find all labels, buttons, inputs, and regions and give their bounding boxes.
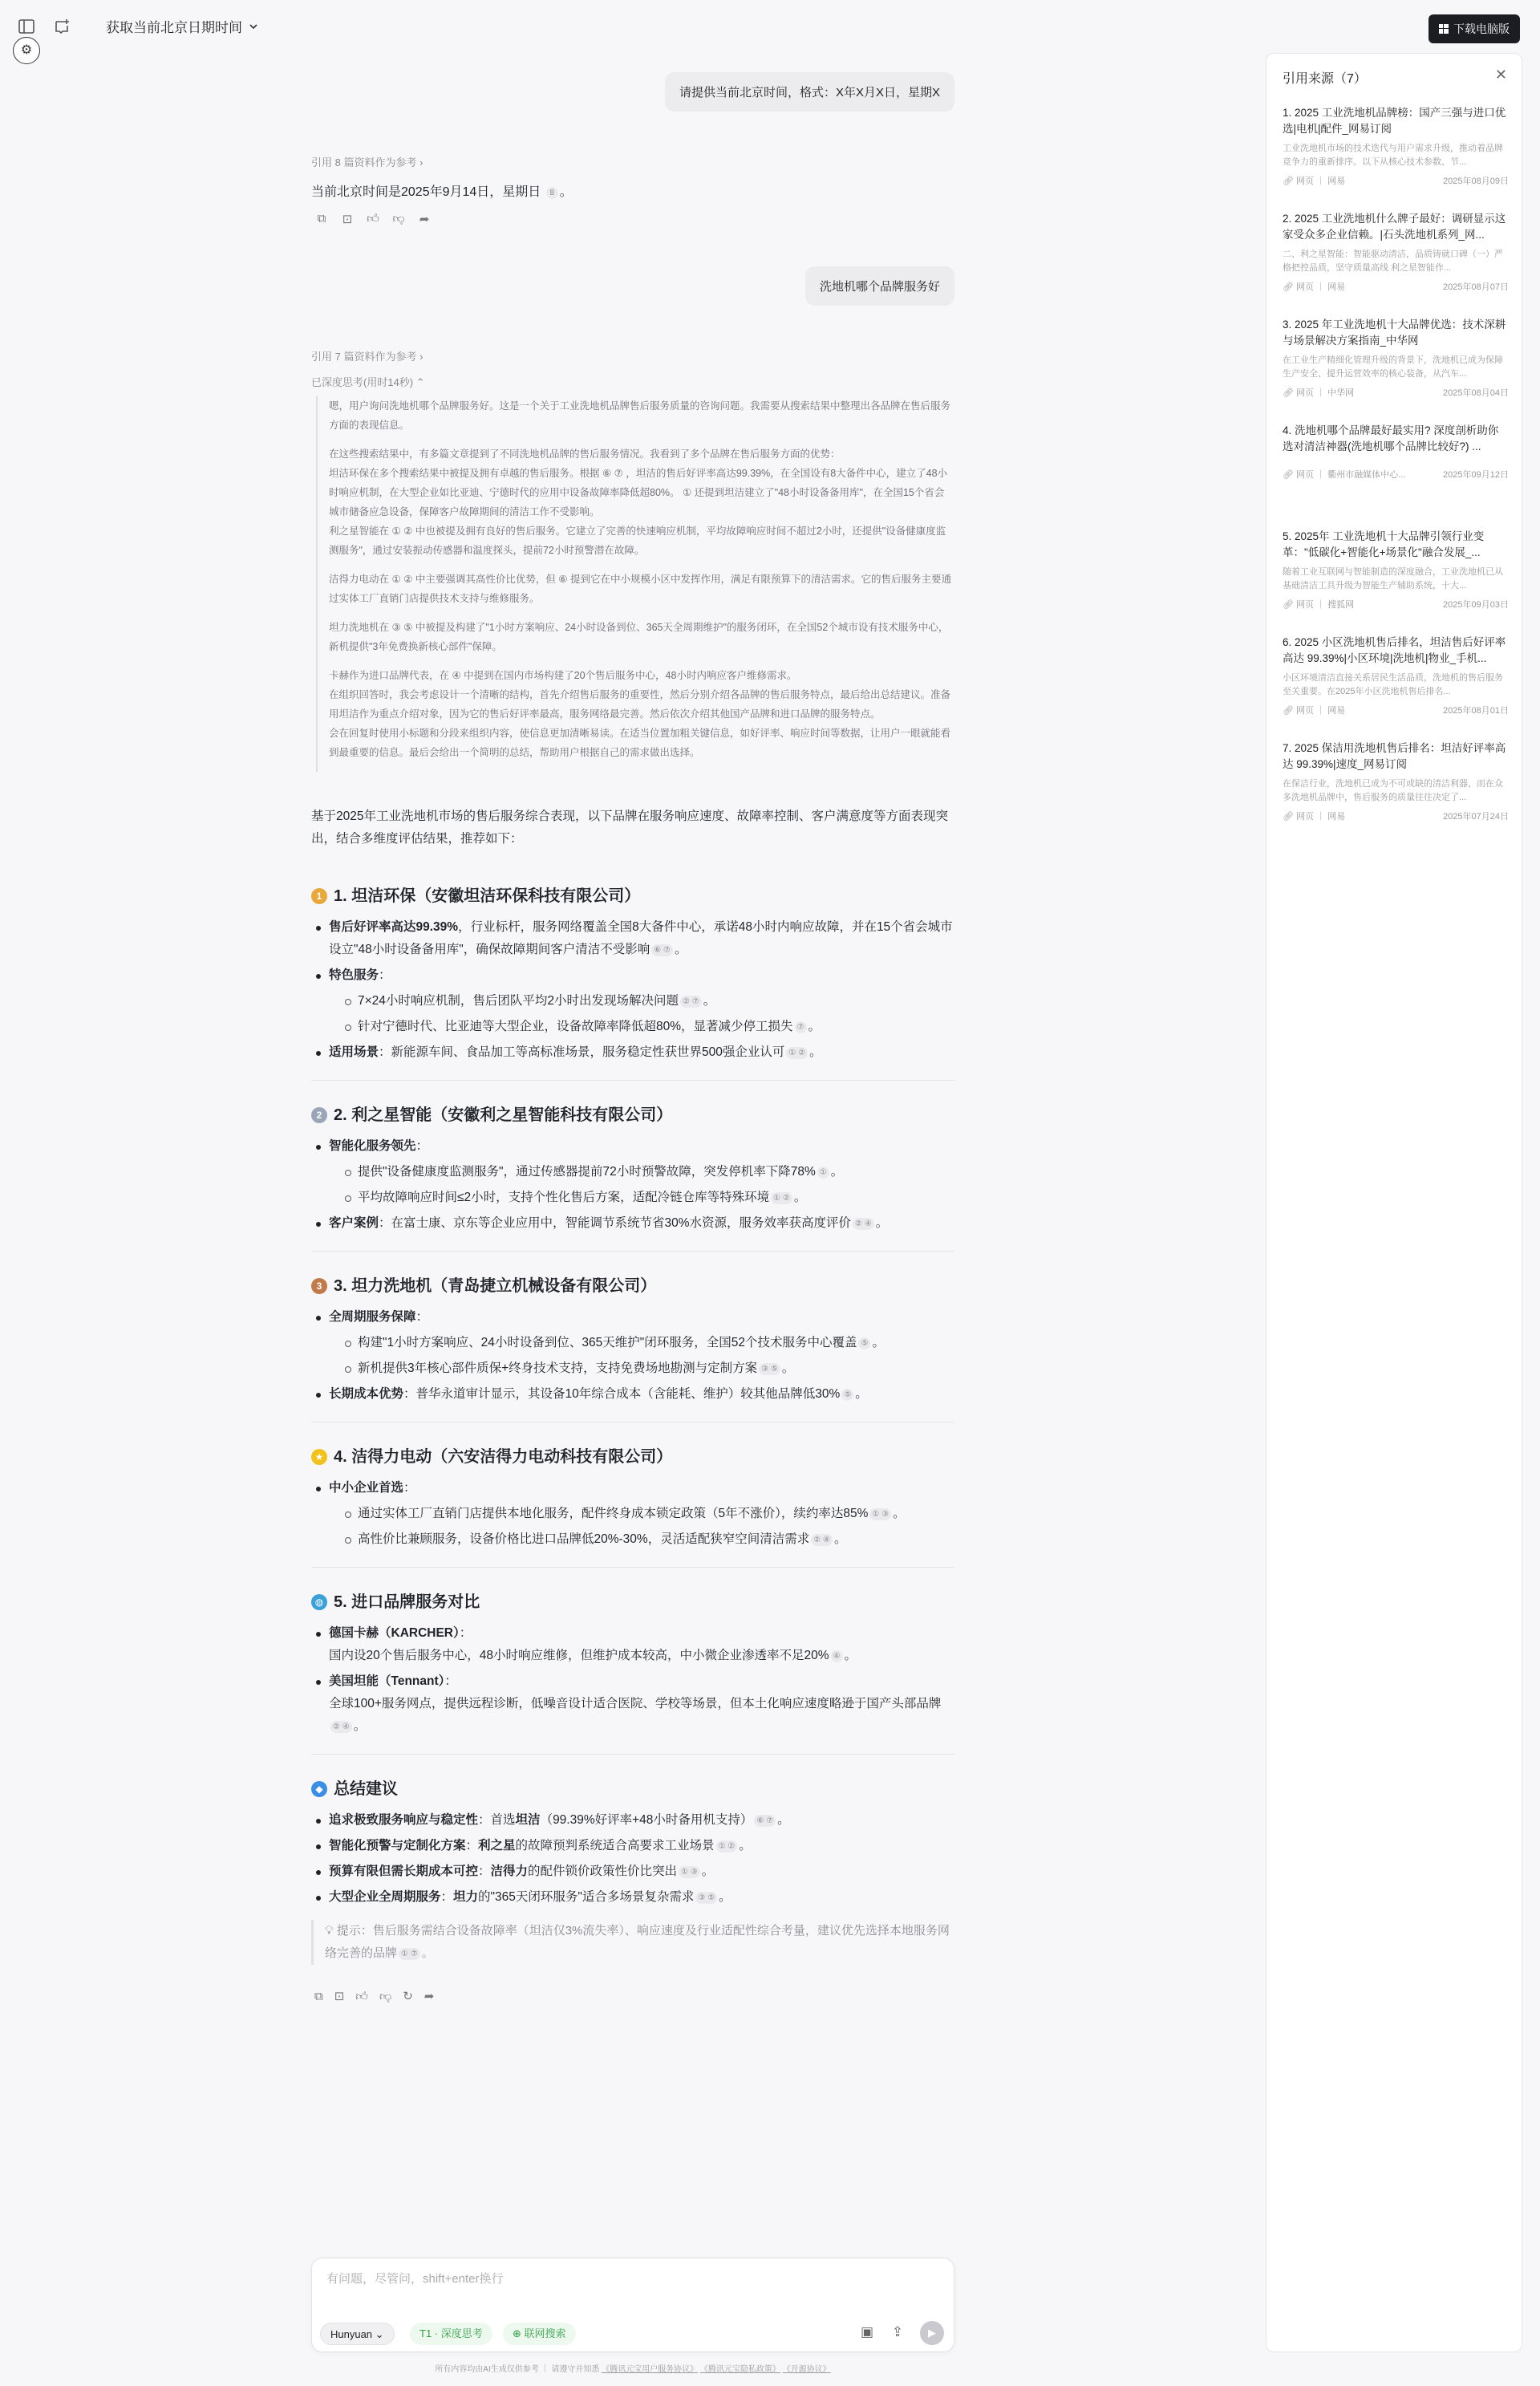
reference-count-1[interactable]: 引用 8 篇资料作为参考 ›	[311, 156, 424, 168]
share-icon[interactable]: ➦	[419, 213, 430, 226]
citation-badge[interactable]: ⑦	[795, 1021, 807, 1033]
summary-section	[311, 1777, 954, 1965]
citation-badge[interactable]: ① ②	[716, 1840, 738, 1852]
sub-list-item: 新机提供3年核心部件质保+终身技术支持，支持免费场地勘测与定制方案 ③ ⑤ 。	[343, 1357, 954, 1380]
list-item: 全周期服务保障： 构建"1小时方案响应、24小时设备到位、365天维护"闭环服务，全国52个技术服务中心覆盖 ⑤ 。 新机提供3年核心部件质保+终身技术支持，支持免费场地勘测与定制方案 ③ ⑤ 。	[311, 1306, 954, 1380]
share-icon[interactable]: ➦	[424, 1990, 435, 2003]
divider	[311, 1080, 954, 1081]
silver-medal-icon: 2	[311, 1107, 327, 1123]
section-title: 总结建议	[334, 1780, 398, 1798]
sub-list-item: 平均故障响应时间≤2小时，支持个性化售后方案，适配冷链仓库等特殊环境 ① ② 。	[343, 1187, 954, 1209]
sources-title: 引用来源（7）	[1283, 72, 1367, 86]
citation-badge[interactable]: ③ ⑤	[695, 1892, 717, 1904]
list-item: 智能化预警与定制化方案：利之星的故障预判系统适合高要求工业场景 ① ② 。	[311, 1835, 954, 1857]
section-title: 3. 坦力洗地机（青岛捷立机械设备有限公司）	[334, 1277, 657, 1295]
citation-badge[interactable]: ⑤	[858, 1337, 870, 1349]
sub-list-item: 提供"设备健康度监测服务"，通过传感器提前72小时预警故障，突发停机率下降78% ① 。	[343, 1161, 954, 1183]
source-item[interactable]: 2. 2025 工业洗地机什么牌子最好：调研显示这家受众多企业信赖。|石头洗地机系列_网... 二、利之星智能：智能驱动清洁，品质铸就口碑（一）严格把控品质，坚守质量高线 利之星智能作... 🔗︎ 网页 ｜ 网易 2025年08月07日	[1283, 213, 1509, 292]
answer-intro: 基于2025年工业洗地机市场的售后服务综合表现，以下品牌在服务响应速度、故障率控制、客户满意度等方面表现突出，结合多维度评估结果，推荐如下：	[311, 810, 948, 846]
deep-think-toggle[interactable]: 已深度思考(用时14秒) ⌃	[311, 376, 425, 388]
copy-icon[interactable]: ⧉	[317, 212, 326, 225]
close-icon[interactable]: ✕	[1494, 67, 1507, 83]
regenerate-icon[interactable]: ↻	[403, 1990, 413, 2003]
gem-icon: ◆	[311, 1781, 327, 1797]
section-title: 2. 利之星智能（安徽利之星智能科技有限公司）	[334, 1106, 673, 1124]
brand-section-3	[311, 1274, 954, 1422]
link-icon: 🔗︎	[1283, 177, 1294, 186]
brand-section-4	[311, 1445, 954, 1568]
source-item[interactable]: 1. 2025 工业洗地机品牌榜：国产三强与进口优选|电机|配件_网易订阅 工业洗地机市场的技术迭代与用户需求升级，推动着品牌竞争力的重新排序。以下从核心技术参数、节... 🔗︎ 网页 ｜ 网易 2025年08月09日	[1283, 107, 1509, 186]
answer-1: 当前北京时间是2025年9月14日，星期日 8 。	[311, 185, 573, 199]
terms-link[interactable]: 《腾讯元宝用户服务协议》	[602, 2365, 699, 2374]
deep-think-toggle-button[interactable]: T1 · 深度思考	[410, 2323, 492, 2345]
think-paragraph: 在这些搜索结果中，有多篇文章提到了不同洗地机品牌的售后服务情况。我看到了多个品牌在售后服务方面的优势： 坦洁环保在多个搜索结果中被提及拥有卓越的售后服务。根据 ⑥ ⑦ ，坦洁的售后好评率高达99.39%，在全国设有8大备件中心，建立了48小时响应机制，在大型企业如比亚迪、宁德时代的应用中设备故障率降低超80%。 ① 还提到坦洁建立了"48小时设备备用库"，在全国15个省会城市储备应急设备，保障客户故障期间的清洁工作不受影响。 利之星智能在 ① ② 中也被提及拥有良好的售后服务。它建立了完善的快速响应机制，平均故障响应时间不超过2小时，还提供"设备健康度监测服务"，通过安装振动传感器和温度探头，提前72小时预警潜在故障。	[329, 448, 948, 556]
section-title: 4. 洁得力电动（六安洁得力电动科技有限公司）	[334, 1448, 673, 1466]
citation-badge[interactable]: ① ②	[771, 1192, 792, 1204]
footer-disclaimer: 所有内容均由AI生成仅供参考 ｜ 请遵守并知悉 《腾讯元宝用户服务协议》 《腾讯元宝隐私政策》 《开源协议》	[435, 2365, 831, 2374]
brand-section-1	[311, 884, 954, 1081]
chat-title-text: 获取当前北京日期时间	[106, 20, 242, 35]
list-item: 智能化服务领先： 提供"设备健康度监测服务"，通过传感器提前72小时预警故障，突发停机率下降78% ① 。 平均故障响应时间≤2小时，支持个性化售后方案，适配冷链仓库等特殊环境 ① ② 。	[311, 1135, 954, 1209]
citation-badge[interactable]: ② ④	[853, 1218, 874, 1230]
list-item: 长期成本优势：普华永道审计显示，其设备10年综合成本（含能耗、维护）较其他品牌低30% ⑤ 。	[311, 1383, 954, 1406]
gold-medal-icon: 1	[311, 888, 327, 904]
think-paragraph: 洁得力电动在 ① ② 中主要强调其高性价比优势，但 ⑥ 提到它在中小规模小区中发挥作用，满足有限预算下的清洁需求。它的售后服务主要通过实体工厂直销门店提供技术支持与维修服务。	[329, 574, 951, 604]
sub-list-item: 通过实体工厂直销门店提供本地化服务，配件终身成本锁定政策（5年不涨价），续约率达85% ① ③ 。	[343, 1503, 954, 1525]
citation-badge[interactable]: ① ②	[786, 1047, 808, 1059]
source-item[interactable]: 3. 2025 年工业洗地机十大品牌优选：技术深耕与场景解决方案指南_中华网 在工业生产精细化管理升级的背景下，洗地机已成为保障生产安全、提升运营效率的核心装备，从汽车... 🔗︎ 网页 ｜ 中华网 2025年08月04日	[1283, 319, 1509, 398]
section-title: 5. 进口品牌服务对比	[334, 1593, 480, 1611]
list-item: 预算有限但需长期成本可控：洁得力的配件锁价政策性价比突出 ① ③ 。	[311, 1861, 954, 1883]
sub-list-item: 7×24小时响应机制，售后团队平均2小时出发现场解决问题 ② ⑦ 。	[343, 990, 954, 1012]
chat-title[interactable]	[106, 16, 258, 36]
citation-badge[interactable]: ② ⑦	[680, 996, 702, 1008]
chat-input[interactable]: 有问题，尽管问，shift+enter换行	[326, 2272, 504, 2286]
think-paragraph: 坦力洗地机在 ③ ⑤ 中被提及构建了"1小时方案响应、24小时设备到位、365天全周期维护"的服务闭环，在全国52个城市设有技术服务中心，新机提供"3年免费换新核心部件"保障。	[329, 622, 949, 652]
sources-panel	[1266, 53, 1522, 2352]
thumbs-up-icon[interactable]: 👍︎	[367, 212, 379, 225]
sidebar-toggle-icon[interactable]	[16, 18, 37, 39]
citation-badge[interactable]: ⑤	[841, 1389, 853, 1401]
list-item: 德国卡赫（KARCHER）： 国内设20个售后服务中心，48小时响应维修，但维护成本较高，中小微企业渗透率不足20% ④ 。	[311, 1622, 954, 1667]
copy-icon[interactable]: ⧉	[314, 1990, 323, 2003]
file-upload-icon[interactable]: ⇪	[891, 2324, 904, 2339]
globe-icon: ⊕	[513, 2327, 521, 2339]
divider	[311, 1251, 954, 1252]
citation-badge[interactable]: ③ ⑤	[759, 1363, 780, 1375]
source-item[interactable]: 7. 2025 保洁用洗地机售后排名：坦洁好评率高达 99.39%|速度_网易订阅 在保洁行业，洗地机已成为不可或缺的清洁利器，而在众多洗地机品牌中，售后服务的质量往往决定了... 🔗︎ 网页 ｜ 网易 2025年07月24日	[1283, 742, 1509, 822]
thumbs-down-icon[interactable]: 👎︎	[379, 1990, 392, 2003]
thumbs-up-icon[interactable]: 👍︎	[355, 1990, 368, 2003]
list-item: 适用场景：新能源车间、食品加工等高标准场景，服务稳定性获世界500强企业认可 ① ② 。	[311, 1041, 954, 1064]
lightbulb-icon: 💡︎	[325, 1924, 334, 1938]
send-button[interactable]: ▶	[920, 2321, 944, 2345]
citation-badge[interactable]: ④	[831, 1650, 843, 1662]
think-paragraph: 嗯，用户询问洗地机哪个品牌服务好。这是一个关于工业洗地机品牌售后服务质量的咨询问题。我需要从搜索结果中整理出各品牌在售后服务方面的表现信息。	[329, 400, 951, 431]
sub-list-item: 高性价比兼顾服务，设备价格比进口品牌低20%-30%，灵活适配狭窄空间清洁需求 ② ④ 。	[343, 1528, 954, 1551]
sub-list-item: 针对宁德时代、比亚迪等大型企业，设备故障率降低超80%，显著减少停工损失 ⑦ 。	[343, 1016, 954, 1038]
list-item: 特色服务： 7×24小时响应机制，售后团队平均2小时出发现场解决问题 ② ⑦ 。 针对宁德时代、比亚迪等大型企业，设备故障率降低超80%，显著减少停工损失 ⑦ 。	[311, 964, 954, 1038]
download-desktop-button[interactable]	[1429, 14, 1520, 43]
thumbs-down-icon[interactable]: 👎︎	[392, 212, 405, 225]
citation-badge[interactable]: ① ⑦	[399, 1948, 420, 1960]
bookmark-icon[interactable]: ⊡	[334, 1990, 345, 2003]
answer-actions-2	[311, 1986, 954, 2008]
globe-icon: ◍	[311, 1594, 327, 1610]
model-selector[interactable]: Hunyuan ⌄	[320, 2323, 395, 2345]
user-message-1: 请提供当前北京时间，格式：X年X月X日，星期X	[665, 72, 954, 112]
section-title: 1. 坦洁环保（安徽坦洁环保科技有限公司）	[334, 887, 641, 905]
citation-badge[interactable]: ① ③	[869, 1508, 891, 1520]
divider	[311, 1754, 954, 1755]
list-item: 美国坦能（Tennant）： 全球100+服务网点，提供远程诊断，低噪音设计适合医院、学校等场景，但本土化响应速度略逊于国产头部品牌② ④ 。	[311, 1670, 954, 1738]
chevron-down-icon	[249, 22, 258, 31]
web-search-toggle-button[interactable]: ⊕ 联网搜索	[503, 2323, 576, 2345]
answer-2	[311, 805, 954, 2008]
list-item: 客户案例：在富士康、京东等企业应用中，智能调节系统节省30%水资源，服务效率获高度评价 ② ④ 。	[311, 1212, 954, 1235]
citation-badge[interactable]: ⑥ ⑦	[651, 944, 673, 956]
user-message-2: 洗地机哪个品牌服务好	[805, 266, 954, 306]
privacy-link[interactable]: 《腾讯元宝隐私政策》	[699, 2365, 780, 2374]
thinking-content	[316, 396, 951, 772]
citation-badge[interactable]: ⑥ ⑦	[754, 1815, 776, 1827]
windows-icon	[1439, 24, 1449, 34]
star-icon: ★	[311, 1449, 327, 1465]
bronze-medal-icon: 3	[311, 1278, 327, 1294]
brand-section-2	[311, 1103, 954, 1252]
link-icon: 🔗︎	[1283, 600, 1294, 610]
citation-badge[interactable]: ①	[817, 1167, 829, 1179]
source-item[interactable]: 5. 2025年 工业洗地机十大品牌引领行业变革："低碳化+智能化+场景化"融合发展_... 随着工业互联网与智能制造的深度融合，工业洗地机已从基础清洁工具升级为智能生产辅助系统，十大... 🔗︎ 网页 ｜ 搜狐网 2025年09月03日	[1283, 530, 1509, 610]
brand-section-5	[311, 1590, 954, 1755]
citation-badge[interactable]: ① ③	[679, 1866, 700, 1878]
think-paragraph: 卡赫作为进口品牌代表，在 ④ 中提到在国内市场构建了20个售后服务中心，48小时内响应客户维修需求。 在组织回答时，我会考虑设计一个清晰的结构，首先介绍售后服务的重要性，然后分别介绍各品牌的售后服务特点，最后给出总结建议。准备用坦洁作为重点介绍对象，因为它的售后好评率最高，服务网络最完善。然后依次介绍其他国产品牌和进口品牌的服务特点。 会在回复时使用小标题和分段来组织内容，使信息更加清晰易读。在适当位置加粗关键信息，如好评率、响应时间等数据，让用户一眼就能看到最重要的信息。最后会给出一个简明的总结，帮助用户根据自己的需求做出选择。	[329, 670, 951, 758]
list-item: 售后好评率高达99.39%，行业标杆，服务网络覆盖全国8大备件中心，承诺48小时内响应故障，并在15个省会城市设立"48小时设备备用库"，确保故障期间客户清洁不受影响 ⑥ ⑦ 。	[311, 916, 954, 961]
link-icon: 🔗︎	[1283, 706, 1294, 716]
list-item: 中小企业首选： 通过实体工厂直销门店提供本地化服务，配件终身成本锁定政策（5年不涨价），续约率达85% ① ③ 。 高性价比兼顾服务，设备价格比进口品牌低20%-30%，灵活适配狭窄空间清洁需求 ② ④ 。	[311, 1477, 954, 1551]
download-label: 下载电脑版	[1453, 22, 1510, 35]
link-icon: 🔗︎	[1283, 388, 1294, 398]
citation-badge[interactable]: ② ④	[811, 1534, 833, 1546]
link-icon: 🔗︎	[1283, 470, 1294, 480]
tip-block: 💡︎ 提示：售后服务需结合设备故障率（坦洁仅3%流失率）、响应速度及行业适配性综合考量，建议优先选择本地服务网络完善的品牌 ① ⑦ 。	[311, 1920, 954, 1965]
link-icon: 🔗︎	[1283, 812, 1294, 822]
new-chat-icon[interactable]	[51, 18, 72, 39]
reference-count-2[interactable]: 引用 7 篇资料作为参考 ›	[311, 351, 424, 363]
answer-actions-1	[314, 212, 432, 226]
divider	[311, 1567, 954, 1568]
chat-input-box	[311, 2258, 954, 2352]
bookmark-icon[interactable]: ⊡	[342, 213, 353, 226]
settings-gear-icon[interactable]: ⚙	[13, 37, 40, 64]
link-icon: 🔗︎	[1283, 282, 1294, 292]
citation-badge[interactable]: ② ④	[330, 1721, 352, 1733]
top-bar	[0, 0, 1540, 56]
source-item[interactable]: 6. 2025 小区洗地机售后排名，坦洁售后好评率高达 99.39%|小区环境|洗地机|物业_手机... 小区环境清洁直接关系居民生活品质，洗地机的售后服务至关重要。在2025年小区洗地机售后排名... 🔗︎ 网页 ｜ 网易 2025年08月01日	[1283, 636, 1509, 716]
sub-list-item: 构建"1小时方案响应、24小时设备到位、365天维护"闭环服务，全国52个技术服务中心覆盖 ⑤ 。	[343, 1332, 954, 1354]
citation-badge[interactable]: 8	[546, 187, 558, 199]
list-item: 追求极致服务响应与稳定性：首选坦洁（99.39%好评率+48小时备用机支持） ⑥ ⑦ 。	[311, 1809, 954, 1832]
open-source-link[interactable]: 《开源协议》	[782, 2365, 831, 2374]
image-upload-icon[interactable]: ▣	[860, 2324, 874, 2339]
source-item[interactable]: 4. 洗地机哪个品牌最好最实用? 深度剖析助你选对清洁神器(洗地机哪个品牌比较好?) ... 🔗︎ 网页 ｜ 衢州市融媒体中心... 2025年09月12日	[1283, 424, 1509, 480]
list-item: 大型企业全周期服务：坦力的"365天闭环服务"适合多场景复杂需求 ③ ⑤ 。	[311, 1886, 954, 1909]
